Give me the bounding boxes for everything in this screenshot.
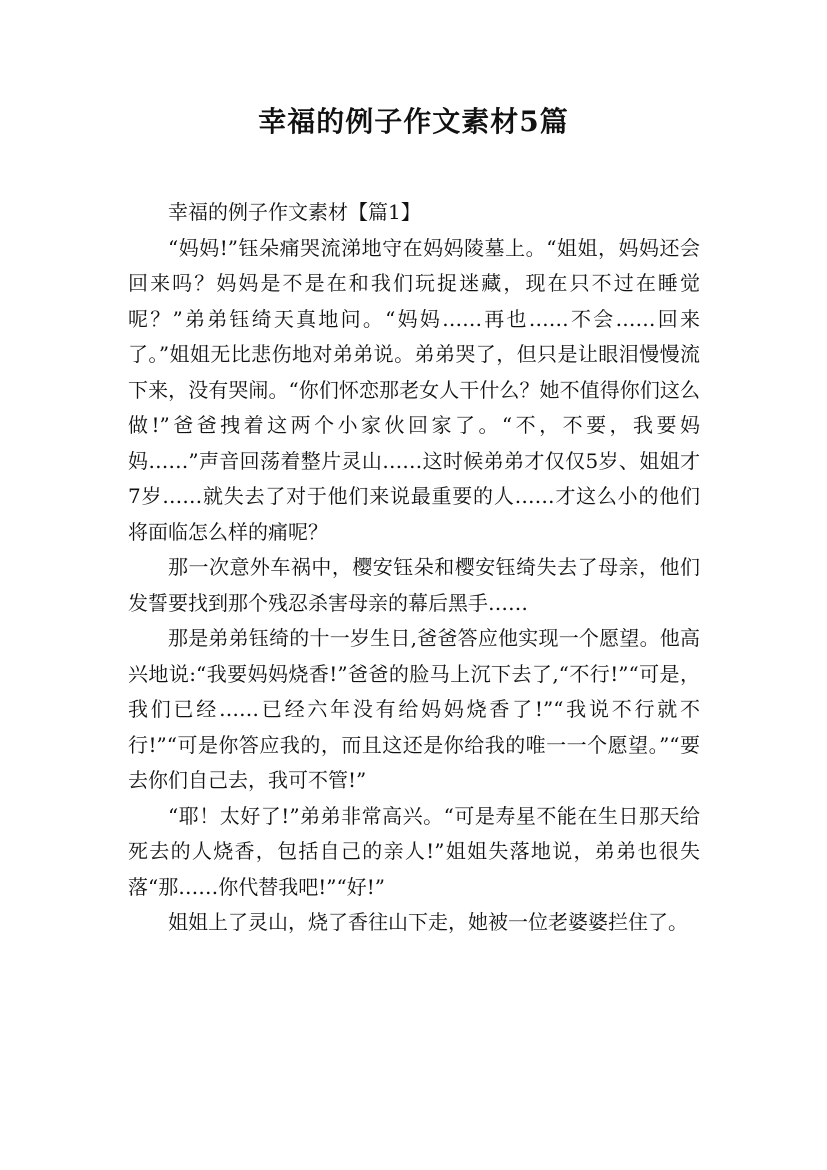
paragraph: 那一次意外车祸中，樱安钰朵和樱安钰绮失去了母亲，他们发誓要找到那个残忍杀害母亲的幕后黑手…… — [128, 555, 700, 615]
paragraph: 姐姐上了灵山，烧了香往山下走，她被一位老婆婆拦住了。 — [168, 910, 688, 934]
paragraph: “妈妈!”钰朵痛哭流涕地守在妈妈陵墓上。“姐姐，妈妈还会回来吗？妈妈是不是在和我们玩捉迷藏，现在只不过在睡觉呢？”弟弟钰绮天真地问。“妈妈……再也……不会……回来了。”姐姐无比悲伤地对弟弟说。弟弟哭了，但只是让眼泪慢慢流下来，没有哭闹。“你们怀恋那老女人干什么？她不值得你们这么做!”爸爸拽着这两个小家伙回家了。“不，不要，我要妈妈……”声音回荡着整片灵山……这时候弟弟才仅仅5岁、姐姐才7岁……就失去了对于他们来说最重要的人……才这么小的他们将面临怎么样的痛呢？ — [128, 235, 700, 544]
paragraph: 那是弟弟钰绮的十一岁生日,爸爸答应他实现一个愿望。他高兴地说:“我要妈妈烧香!”爸爸的脸马上沉下去了,“不行!”“可是，我们已经……已经六年没有给妈妈烧香了!”“我说不行就不行!”“可是你答应我的，而且这还是你给我的唯一一个愿望。”“要去你们自己去，我可不管!” — [128, 626, 700, 792]
paragraph: “耶！太好了!”弟弟非常高兴。“可是寿星不能在生日那天给死去的人烧香，包括自己的亲人!”姐姐失落地说，弟弟也很失落“那……你代替我吧!”“好!” — [128, 803, 700, 899]
section-heading: 幸福的例子作文素材【篇1】 — [168, 200, 421, 224]
document-title: 幸福的例子作文素材5篇 — [258, 105, 569, 138]
document-body — [128, 195, 700, 941]
